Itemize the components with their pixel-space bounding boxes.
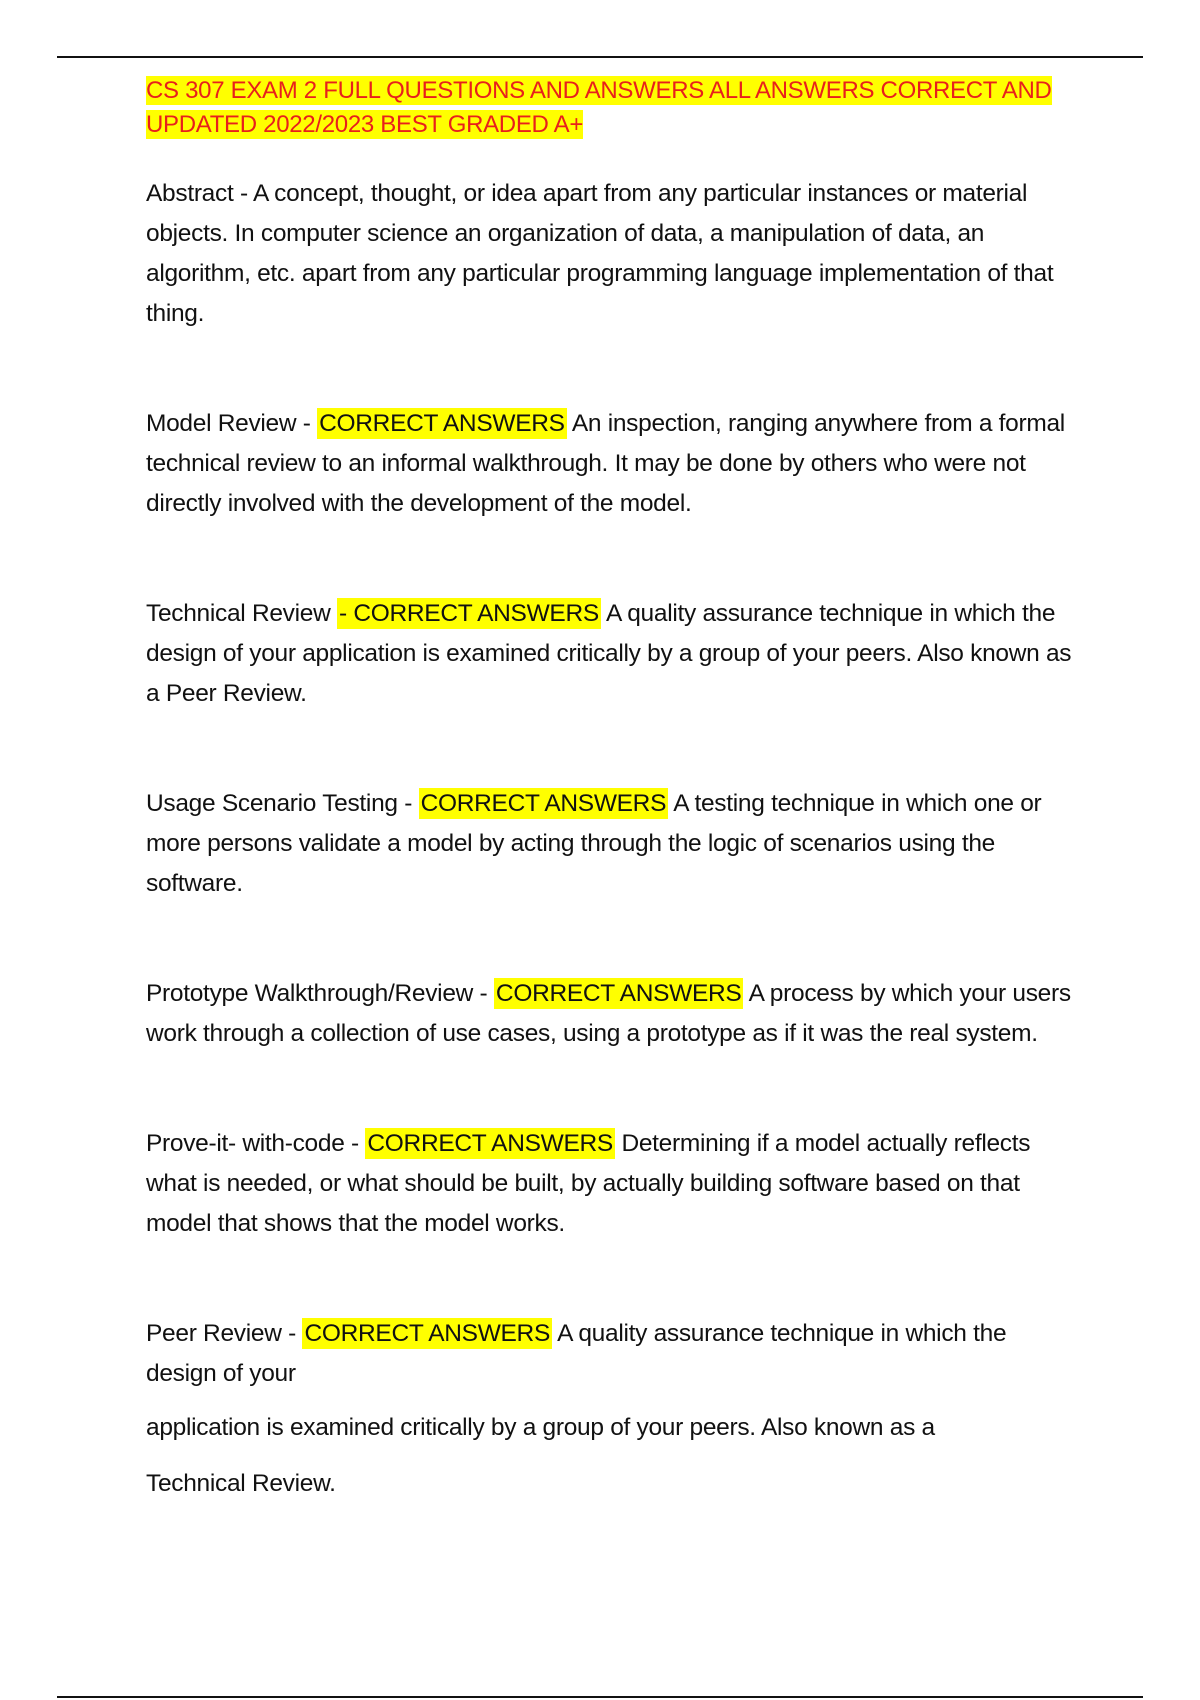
entry-technical-review	[146, 594, 1076, 714]
entry-definition: A quality assurance technique in which the design of your application is examined critically by a group of your peers. Also known as a Peer Review.	[146, 600, 1072, 707]
entry-definition: A testing technique in which one or more persons validate a model by acting through the logic of scenarios using the software.	[146, 790, 1042, 897]
answer-highlight: CORRECT ANSWERS	[420, 790, 667, 817]
entry-usage-scenario-testing	[146, 784, 1076, 904]
bottom-rule	[57, 1696, 1143, 1698]
answer-highlight: CORRECT ANSWERS	[319, 410, 565, 437]
answer-highlight: CORRECT ANSWERS	[304, 1320, 550, 1347]
entry-definition: A process by which your users work through a collection of use cases, using a prototype as if it was the real system.	[146, 980, 1071, 1047]
entry-peer-review	[146, 1314, 1076, 1394]
entry-prove-it-with-code	[146, 1124, 1076, 1244]
document-title	[146, 74, 1076, 142]
document-body	[146, 74, 1076, 1504]
entry-model-review	[146, 404, 1076, 524]
entry-term: Technical Review	[146, 600, 337, 627]
peer-review-continuation-end: Technical Review.	[146, 1470, 336, 1497]
peer-review-continuation: application is examined critically by a group of your peers. Also known as a	[146, 1414, 935, 1441]
entry-prototype-walkthrough	[146, 974, 1076, 1054]
entry-term: Usage Scenario Testing -	[146, 790, 419, 817]
answer-highlight: CORRECT ANSWERS	[495, 980, 742, 1007]
entry-definition: An inspection, ranging anywhere from a formal technical review to an informal walkthrough. It may be done by others who were not directly involved with the development of the model.	[146, 410, 1065, 517]
entry-term: Peer Review -	[146, 1320, 303, 1347]
entry-term: Prototype Walkthrough/Review -	[146, 980, 494, 1007]
abstract-paragraph: Abstract - A concept, thought, or idea apart from any particular instances or material objects. In computer science an organization of data, a manipulation of data, an algorithm, etc. apart from any particular programming language implementation of that thing.	[146, 180, 1054, 327]
title-highlight: CS 307 EXAM 2 FULL QUESTIONS AND ANSWERS ALL ANSWERS CORRECT AND UPDATED 2022/2023 BEST GRADED A+	[146, 77, 1052, 138]
entry-term: Prove-it- with-code -	[146, 1130, 366, 1157]
entry-term: Model Review -	[146, 410, 318, 437]
answer-highlight: CORRECT ANSWERS	[367, 1130, 613, 1157]
entry-definition: A quality assurance technique in which the design of your	[146, 1320, 1007, 1387]
entry-definition: Determining if a model actually reflects what is needed, or what should be built, by actually building software based on that model that shows that the model works.	[146, 1130, 1031, 1237]
answer-highlight: - CORRECT ANSWERS	[338, 600, 599, 627]
top-rule	[57, 56, 1143, 58]
